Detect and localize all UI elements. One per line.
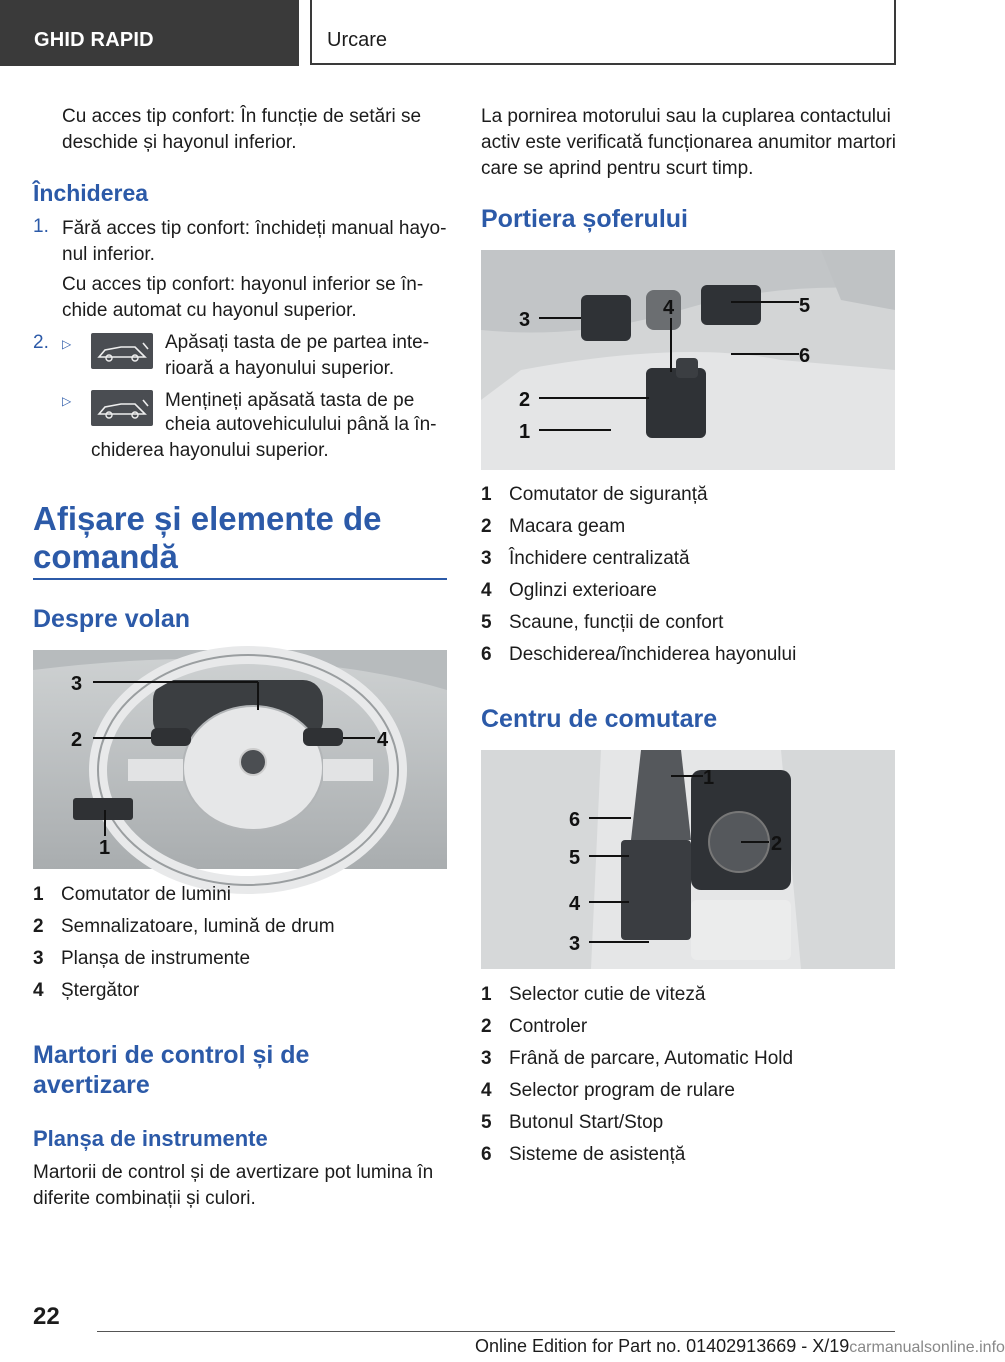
callout-2: 2 (71, 729, 83, 751)
center-console-photo (481, 750, 895, 969)
callout-4: 4 (663, 297, 675, 319)
step-1-line-3: Cu acces tip confort: hayonul inferior se în- (62, 274, 424, 295)
bullet-triangle-icon: ▷ (62, 337, 72, 351)
closing-heading: Închiderea (33, 180, 149, 206)
chapter-rule (33, 578, 447, 580)
warning-heading-line-1: Martori de control și de (33, 1041, 310, 1069)
cluster-heading: Planșa de instrumente (33, 1126, 268, 1151)
step-1-line-4: chide automat cu hayonul superior. (62, 300, 357, 321)
step-2-number: 2. (33, 332, 49, 353)
step-1-number: 1. (33, 216, 49, 237)
header-section-tab (0, 0, 299, 66)
intro-line-1: Cu acces tip confort: În funcție de setări se (62, 106, 422, 127)
driver-door-photo (481, 250, 895, 470)
cluster-text-line-2: diferite combinații și culori. (33, 1188, 256, 1209)
bullet-b-line-1: Mențineți apăsată tasta de pe (165, 390, 415, 411)
callout-6: 6 (799, 345, 811, 367)
callout-3: 3 (569, 933, 581, 955)
bullet-b-line-3: chiderea hayonului superior. (91, 440, 329, 461)
steering-wheel-photo (33, 650, 447, 869)
bullet-a-line-2: rioară a hayonului superior. (165, 358, 395, 379)
footer-edition: Online Edition for Part no. 01402913669 - X/19carmanualsonline.info (475, 1336, 1005, 1356)
bullet-b-line-2: cheia autovehiculului până la în- (165, 414, 437, 435)
callout-4: 4 (377, 729, 389, 751)
step-1-line-1: Fără acces tip confort: închideți manual hayo- (62, 218, 447, 239)
bullet-triangle-icon: ▷ (62, 394, 72, 408)
chapter-title-line-2: comandă (33, 538, 178, 575)
chapter-label: Urcare (327, 29, 388, 51)
trunk-button-icon (91, 333, 153, 369)
step-1-line-2: nul inferior. (62, 244, 155, 265)
footer-rule (97, 1331, 895, 1332)
callout-6: 6 (569, 809, 581, 831)
callout-5: 5 (569, 847, 581, 869)
right-intro-line-1: La pornirea motorului sau la cuplarea contactului (481, 106, 891, 127)
chapter-title-line-1: Afișare și elemente de (33, 500, 382, 537)
callout-4: 4 (569, 893, 581, 915)
watermark: carmanualsonline.info (849, 1339, 1005, 1356)
callout-5: 5 (799, 295, 811, 317)
console-heading: Centru de comutare (481, 705, 718, 733)
wheel-heading: Despre volan (33, 605, 191, 633)
callout-1: 1 (519, 421, 531, 443)
callout-3: 3 (519, 309, 531, 331)
right-intro-line-2: activ este verificată funcționarea anumitor martori (481, 132, 897, 153)
right-intro-line-3: care se aprind pentru scurt timp. (481, 158, 754, 179)
callout-2: 2 (519, 389, 531, 411)
section-label: GHID RAPID (34, 29, 154, 51)
key-trunk-icon (91, 390, 153, 426)
page-number: 22 (33, 1303, 60, 1330)
header-chapter-tab (310, 0, 896, 65)
warning-heading-line-2: avertizare (33, 1071, 150, 1099)
callout-1: 1 (99, 837, 111, 859)
door-heading: Portiera șoferului (481, 205, 688, 233)
bullet-a-line-1: Apăsați tasta de pe partea inte- (165, 332, 430, 353)
cluster-text-line-1: Martorii de control și de avertizare pot lumina în (33, 1162, 434, 1183)
callout-2: 2 (771, 833, 783, 855)
callout-1: 1 (703, 767, 715, 789)
intro-line-2: deschide și hayonul inferior. (62, 132, 297, 153)
callout-3: 3 (71, 673, 83, 695)
